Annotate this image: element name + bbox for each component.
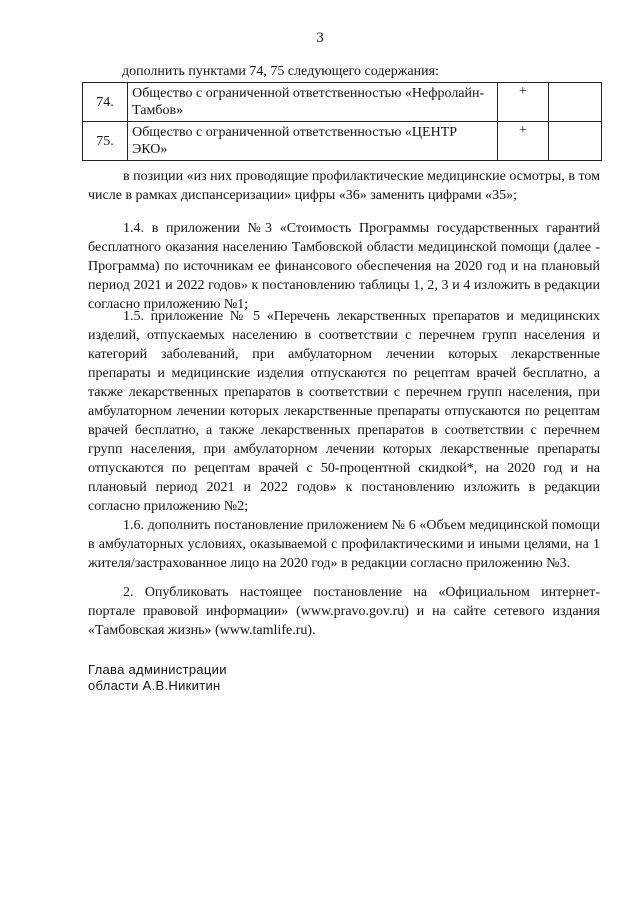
organization-name: Общество с ограниченной ответственностью «ЦЕНТР ЭКО»	[128, 122, 498, 161]
paragraph-1-4: 1.4. в приложении №3 «Стоимость Программы государственных гарантий бесплатного оказания населению Тамбовской области медицинской помощи (далее - Программа) по источникам ее финансового обеспечения на 2020 год и на плановый период 2021 и 2022 годов» к постановлению таблицы 1, 2, 3 и 4 изложить в редакции согласно приложению №1;	[88, 221, 600, 312]
paragraph-1-5: 1.5. приложение № 5 «Перечень лекарственных препаратов и медицинских изделий, отпускаемых населению в соответствии с перечнем групп населения и категорий заболеваний, при амбулаторном лечении которых лекарственные препараты и медицинские изделия отпускаются по рецептам врачей бесплатно, а также лекарственных препаратов в соответствии с перечнем групп населения, при амбулаторном лечении которых лекарственные препараты отпускаются по рецептам врачей бесплатно, а также лекарственных препаратов в соответствии с перечнем групп населения, при амбулаторном лечении которых лекарственные препараты отпускаются по рецептам врачей с 50-процентной скидкой*, на 2020 год и на плановый период 2021 и 2022 годов» к постановлению изложить в редакции согласно приложению №2;	[88, 309, 600, 514]
row-mark: +	[497, 83, 548, 122]
signature-block	[88, 662, 227, 694]
paragraph-position-change: в позиции «из них проводящие профилактические медицинские осмотры, в том числе в рамках диспансеризации» цифры «36» заменить цифрами «35»;	[88, 169, 600, 203]
row-number: 74.	[83, 83, 128, 122]
row-number: 75.	[83, 122, 128, 161]
organization-name: Общество с ограниченной ответственностью «Нефролайн-Тамбов»	[128, 83, 498, 122]
signature-title: Глава администрации	[88, 662, 227, 677]
organizations-table	[82, 82, 602, 161]
table-row	[83, 83, 602, 122]
row-mark: +	[497, 122, 548, 161]
page-number: 3	[316, 30, 324, 46]
paragraph-1-6: 1.6. дополнить постановление приложением № 6 «Объем медицинской помощи в амбулаторных условиях, оказываемой с профилактическими и иными целями, на 1 жителя/застрахованное лицо на 2020 год» в редакции согласно приложению №3.	[88, 518, 600, 571]
intro-text: дополнить пунктами 74, 75 следующего содержания:	[122, 64, 439, 79]
signature-name: области А.В.Никитин	[88, 678, 221, 693]
empty-cell	[548, 122, 601, 161]
paragraph-2-publication: 2. Опубликовать настоящее постановление на «Официальном интернет-портале правовой информации» (www.pravo.gov.ru) и на сайте сетевого издания «Тамбовская жизнь» (www.tamlife.ru).	[88, 585, 600, 638]
table-row	[83, 122, 602, 161]
empty-cell	[548, 83, 601, 122]
